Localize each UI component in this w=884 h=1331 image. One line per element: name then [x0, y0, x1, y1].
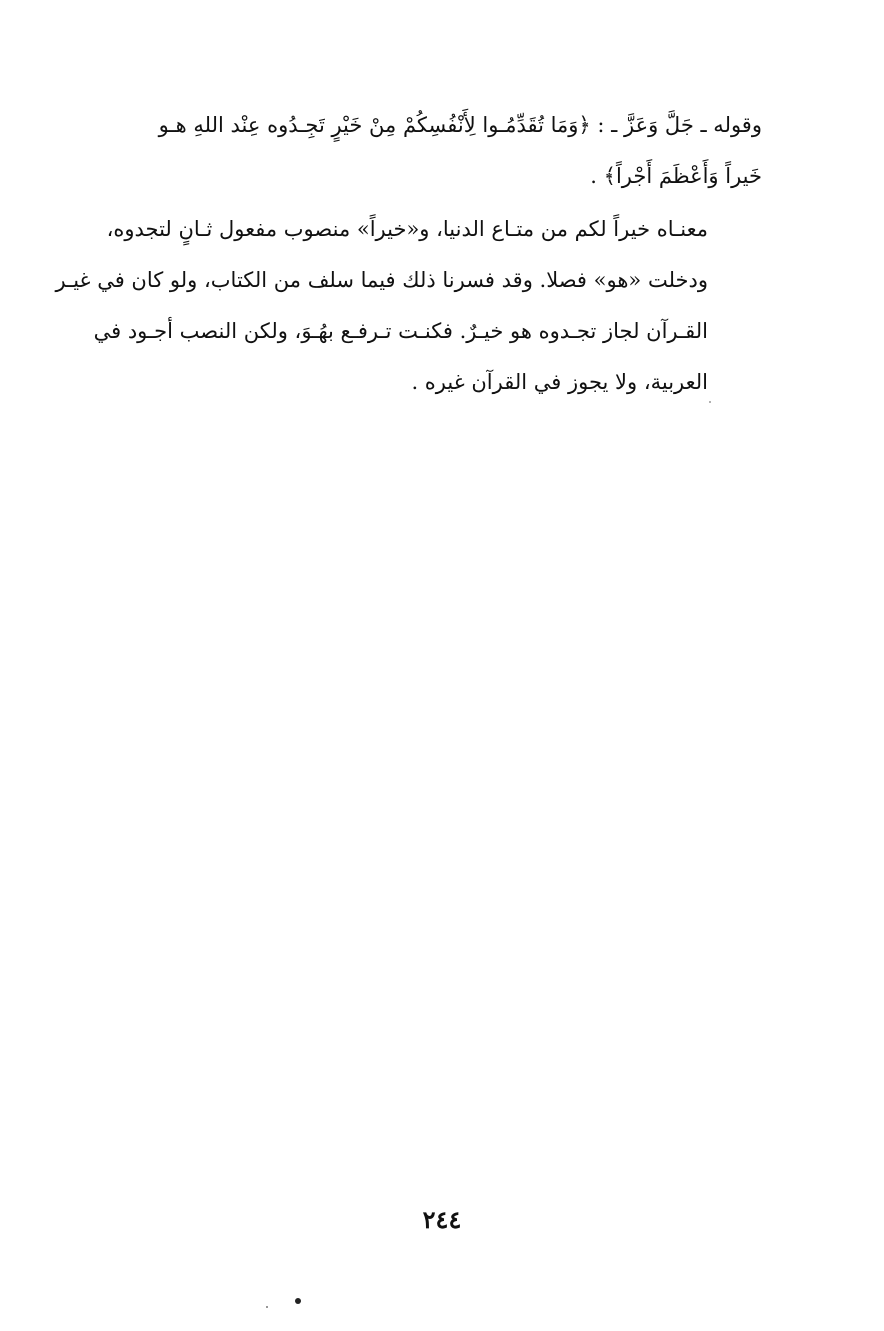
page-number: ٢٤٤ [422, 1205, 462, 1234]
ink-speck [709, 401, 711, 403]
commentary-line-2: ودخلت «هو» فصلا. وقد فسرنا ذلك فيما سلف من الكتاب، ولو كان في غيـر [55, 268, 708, 292]
verse-line-1: وقوله ـ جَلَّ وَعَزَّ ـ : ﴿وَمَا تُقَدِّمُـوا لِأَنْفُسِكُمْ مِنْ خَيْرٍ تَجِـدُوه عِنْد اللهِ هـو [158, 113, 762, 137]
commentary-line-3: القـرآن لجاز تجـدوه هو خيـرٌ. فكنـت تـرفـع بهُـوَ، ولكن النصب أجـود في [93, 319, 708, 343]
commentary-paragraph [55, 204, 762, 408]
verse-paragraph [84, 100, 762, 202]
commentary-line-1: معنـاه خيراً لكم من متـاع الدنيا، و«خيراً» منصوب مفعول ثـانٍ لتجدوه، [106, 217, 708, 241]
verse-line-2: خَيراً وَأَعْظَمَ أَجْراً﴾ . [590, 164, 762, 188]
ink-speck [295, 1298, 301, 1304]
commentary-line-4: العربية، ولا يجوز في القرآن غيره . [411, 370, 708, 394]
ink-speck [266, 1306, 268, 1308]
